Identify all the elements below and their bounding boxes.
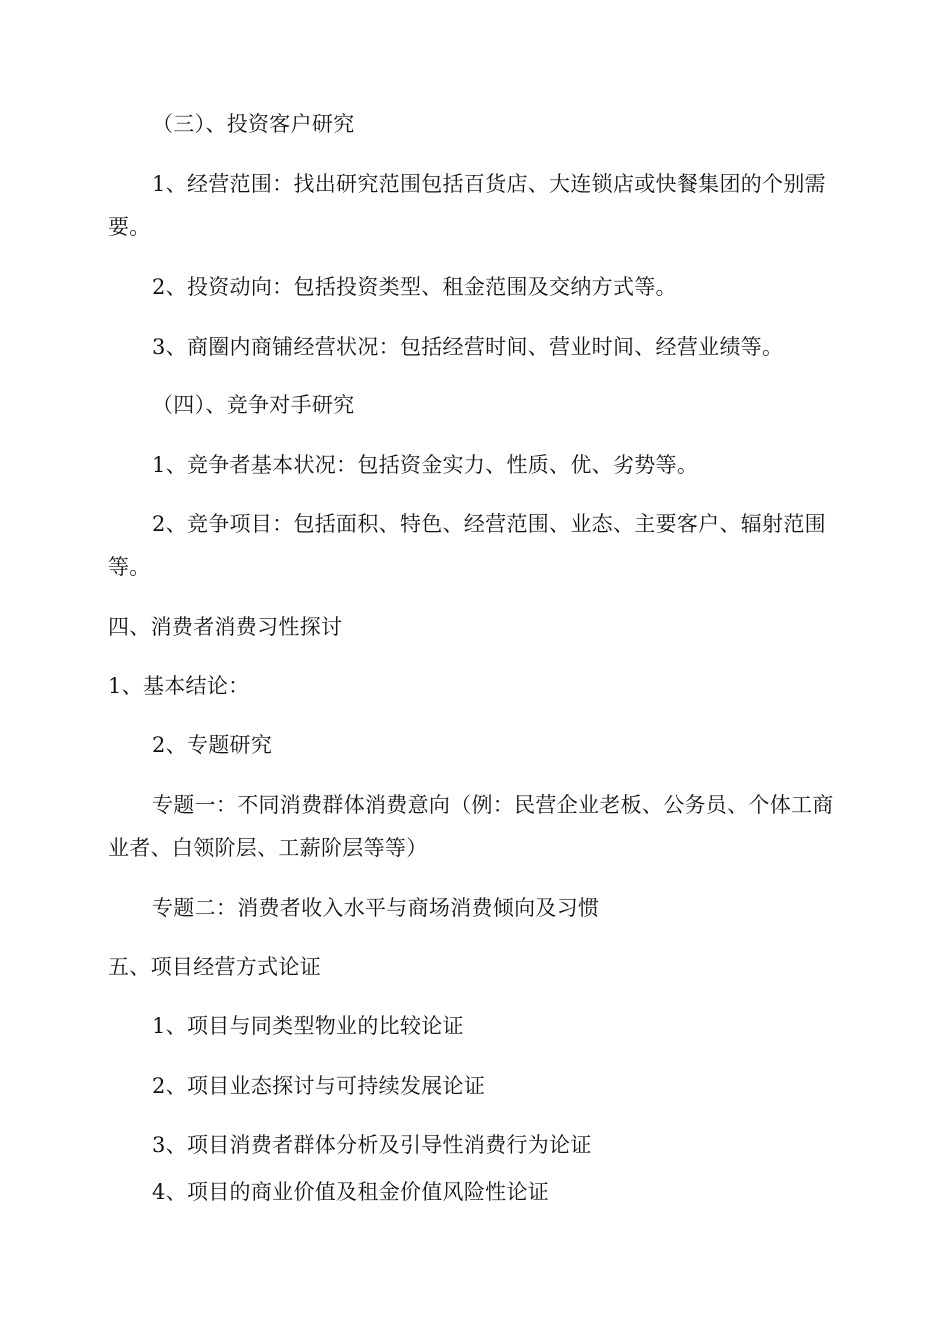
section-heading-investor-research: （三）、投资客户研究 <box>152 112 355 136</box>
section-heading-operation-mode: 五、项目经营方式论证 <box>108 955 321 979</box>
list-item-comparison: 1、项目与同类型物业的比较论证 <box>152 1014 464 1038</box>
paragraph-business-scope: 1、经营范围：找出研究范围包括百货店、大连锁店或快餐集团的个别需要。 <box>108 172 826 239</box>
paragraph-shop-operation-status: 3、商圈内商铺经营状况：包括经营时间、营业时间、经营业绩等。 <box>152 335 784 359</box>
section-heading-consumer-habits: 四、消费者消费习性探讨 <box>108 615 343 639</box>
list-item-commercial-value: 4、项目的商业价值及租金价值风险性论证 <box>152 1180 550 1204</box>
paragraph-special-research: 2、专题研究 <box>152 733 273 757</box>
paragraph-topic-one: 专题一：不同消费群体消费意向（例：民营企业老板、公务员、个体工商业者、白领阶层、工薪阶层等等） <box>108 793 834 860</box>
paragraph-topic-two: 专题二：消费者收入水平与商场消费倾向及习惯 <box>152 896 600 920</box>
paragraph-investment-trend: 2、投资动向：包括投资类型、租金范围及交纳方式等。 <box>152 275 677 299</box>
list-item-business-format: 2、项目业态探讨与可持续发展论证 <box>152 1074 486 1098</box>
list-item-consumer-analysis: 3、项目消费者群体分析及引导性消费行为论证 <box>152 1133 592 1157</box>
paragraph-competing-projects: 2、竞争项目：包括面积、特色、经营范围、业态、主要客户、辐射范围等。 <box>108 512 826 579</box>
paragraph-basic-conclusion: 1、基本结论： <box>108 674 250 698</box>
section-heading-competitor-research: （四）、竞争对手研究 <box>152 393 355 417</box>
paragraph-competitor-status: 1、竞争者基本状况：包括资金实力、性质、优、劣势等。 <box>152 453 699 477</box>
